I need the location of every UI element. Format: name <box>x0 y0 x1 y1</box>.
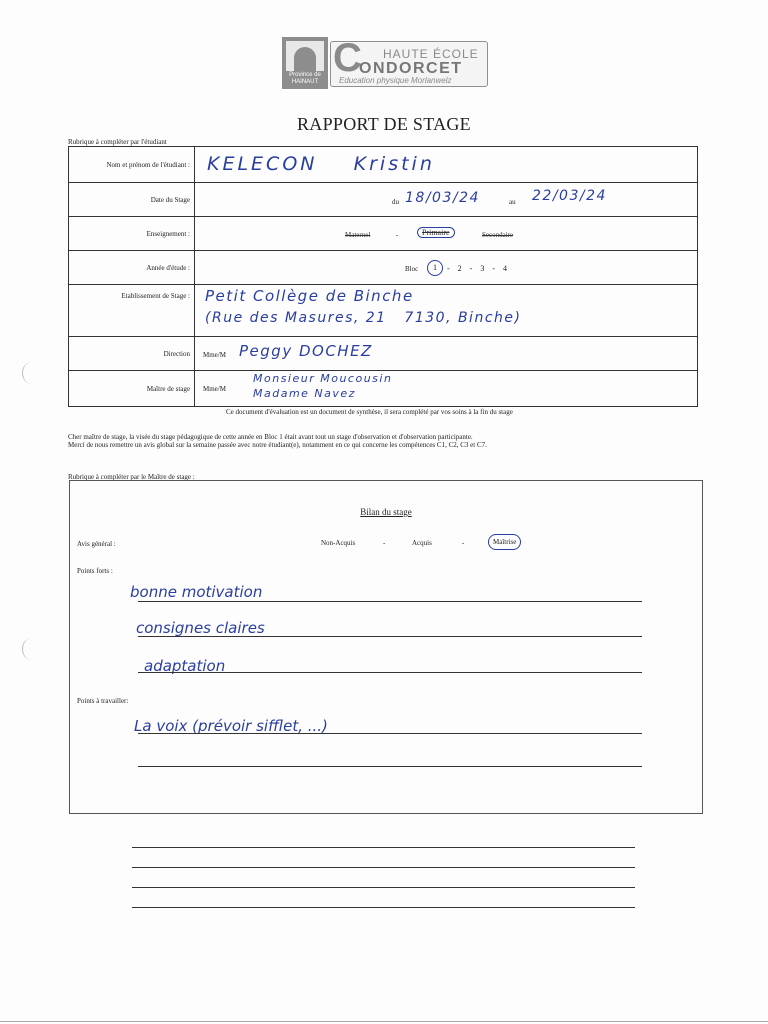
page-edge <box>0 1021 768 1022</box>
field-date[interactable] <box>195 183 697 216</box>
option-secondaire[interactable]: Secondaire <box>482 231 514 239</box>
direction-prefix: Mme/M <box>203 351 226 359</box>
point-travailler-1: La voix (prévoir sifflet, ...) <box>134 717 328 735</box>
row-annee <box>69 251 697 285</box>
field-enseignement[interactable] <box>195 217 697 250</box>
blank-line <box>132 847 635 848</box>
point-fort-2: consignes claires <box>136 619 265 637</box>
point-fort-1: bonne motivation <box>130 583 263 601</box>
avis-option-acquis[interactable]: Acquis <box>412 539 432 547</box>
student-section-label: Rubrique à compléter par l'étudiant <box>68 138 167 146</box>
row-nom <box>69 147 697 183</box>
write-line <box>138 766 642 767</box>
write-line <box>138 733 642 734</box>
write-line <box>138 672 642 673</box>
logo-subtitle: Education physique Morlanwelz <box>339 76 452 85</box>
avis-option-maitrise-circled[interactable]: Maîtrise <box>488 534 521 550</box>
label-etablissement: Etablissement de Stage : <box>69 285 195 336</box>
write-line <box>138 601 642 602</box>
separator: - <box>462 539 465 547</box>
label-direction: Direction <box>69 337 195 370</box>
letter-line-1: Cher maître de stage, la visée du stage pédagogique de cette année en Bloc 1 était avant tout un stage d'observation et d'observation participante. <box>68 433 473 441</box>
label-annee: Année d'étude : <box>69 251 195 284</box>
field-nom[interactable] <box>195 147 697 182</box>
date-start: 18/03/24 <box>405 190 480 206</box>
date-end: 22/03/24 <box>532 188 607 204</box>
evaluation-note: Ce document d'évaluation est un document de synthèse, il sera complété par vos soins à la fin du stage <box>226 408 513 416</box>
maitre-line2: Madame Navez <box>253 387 356 400</box>
points-forts-label: Points forts : <box>77 567 113 575</box>
date-du: du <box>392 198 399 206</box>
maitre-line1: Monsieur Moucousin <box>253 372 393 385</box>
field-direction[interactable] <box>195 337 697 370</box>
page-title: RAPPORT DE STAGE <box>297 114 471 134</box>
row-date <box>69 183 697 217</box>
province-label: Province de HAINAUT <box>289 72 321 85</box>
student-name: KELECON Kristin <box>207 153 435 175</box>
bloc-label: Bloc <box>405 265 419 273</box>
etablissement-line1: Petit Collège de Binche <box>205 287 414 305</box>
punch-hole-top <box>22 362 41 384</box>
label-maitre: Maître de stage <box>69 371 195 406</box>
bloc-selected-circle[interactable]: 1 <box>427 260 443 276</box>
row-etablissement <box>69 285 697 337</box>
bloc-other-options: - 2 - 3 - 4 <box>447 264 510 273</box>
blank-line <box>132 907 635 908</box>
label-enseignement: Enseignement : <box>69 217 195 250</box>
punch-hole-bottom <box>22 638 41 660</box>
school-logo <box>282 37 488 89</box>
blank-line <box>132 887 635 888</box>
maitre-section-label: Rubrique à compléter par le Maître de stage : <box>68 473 195 481</box>
row-direction <box>69 337 697 371</box>
etablissement-line2: (Rue des Masures, 21 7130, Binche) <box>205 310 522 326</box>
field-etablissement[interactable] <box>195 285 697 336</box>
points-travailler-label: Points à travailler: <box>77 697 129 705</box>
blank-line <box>132 867 635 868</box>
row-maitre <box>69 371 697 406</box>
avis-option-non-acquis[interactable]: Non-Acquis <box>321 539 356 547</box>
separator: - <box>396 231 399 239</box>
option-primaire-circled[interactable]: Primaire <box>417 227 455 238</box>
logo-c-letter: C <box>333 36 362 80</box>
row-enseignement <box>69 217 697 251</box>
province-emblem <box>282 37 328 89</box>
condorcet-wordmark <box>330 36 488 87</box>
direction-name: Peggy DOCHEZ <box>239 342 373 360</box>
field-annee[interactable] <box>195 251 697 284</box>
logo-name-text: ONDORCET <box>359 60 463 77</box>
label-date: Date du Stage <box>69 183 195 216</box>
bilan-title: Bilan du stage <box>360 507 412 517</box>
student-info-table <box>68 146 698 407</box>
haute-ecole-text: HAUTE ÉCOLE <box>383 47 479 61</box>
point-fort-3: adaptation <box>144 657 226 675</box>
date-au: au <box>509 198 516 206</box>
letter-line-2: Merci de nous remettre un avis global sur la semaine passée avec notre étudiant(e), notamment en ce qui concerne les compétences C1, C2, C3 et C7. <box>68 441 487 449</box>
separator: - <box>383 539 386 547</box>
label-nom: Nom et prénom de l'étudiant : <box>69 147 195 182</box>
write-line <box>138 636 642 637</box>
option-maternel[interactable]: Maternel <box>345 231 371 239</box>
avis-general-label: Avis général : <box>77 540 116 548</box>
bilan-box <box>69 480 703 814</box>
maitre-prefix: Mme/M <box>203 385 226 393</box>
field-maitre[interactable] <box>195 371 697 406</box>
